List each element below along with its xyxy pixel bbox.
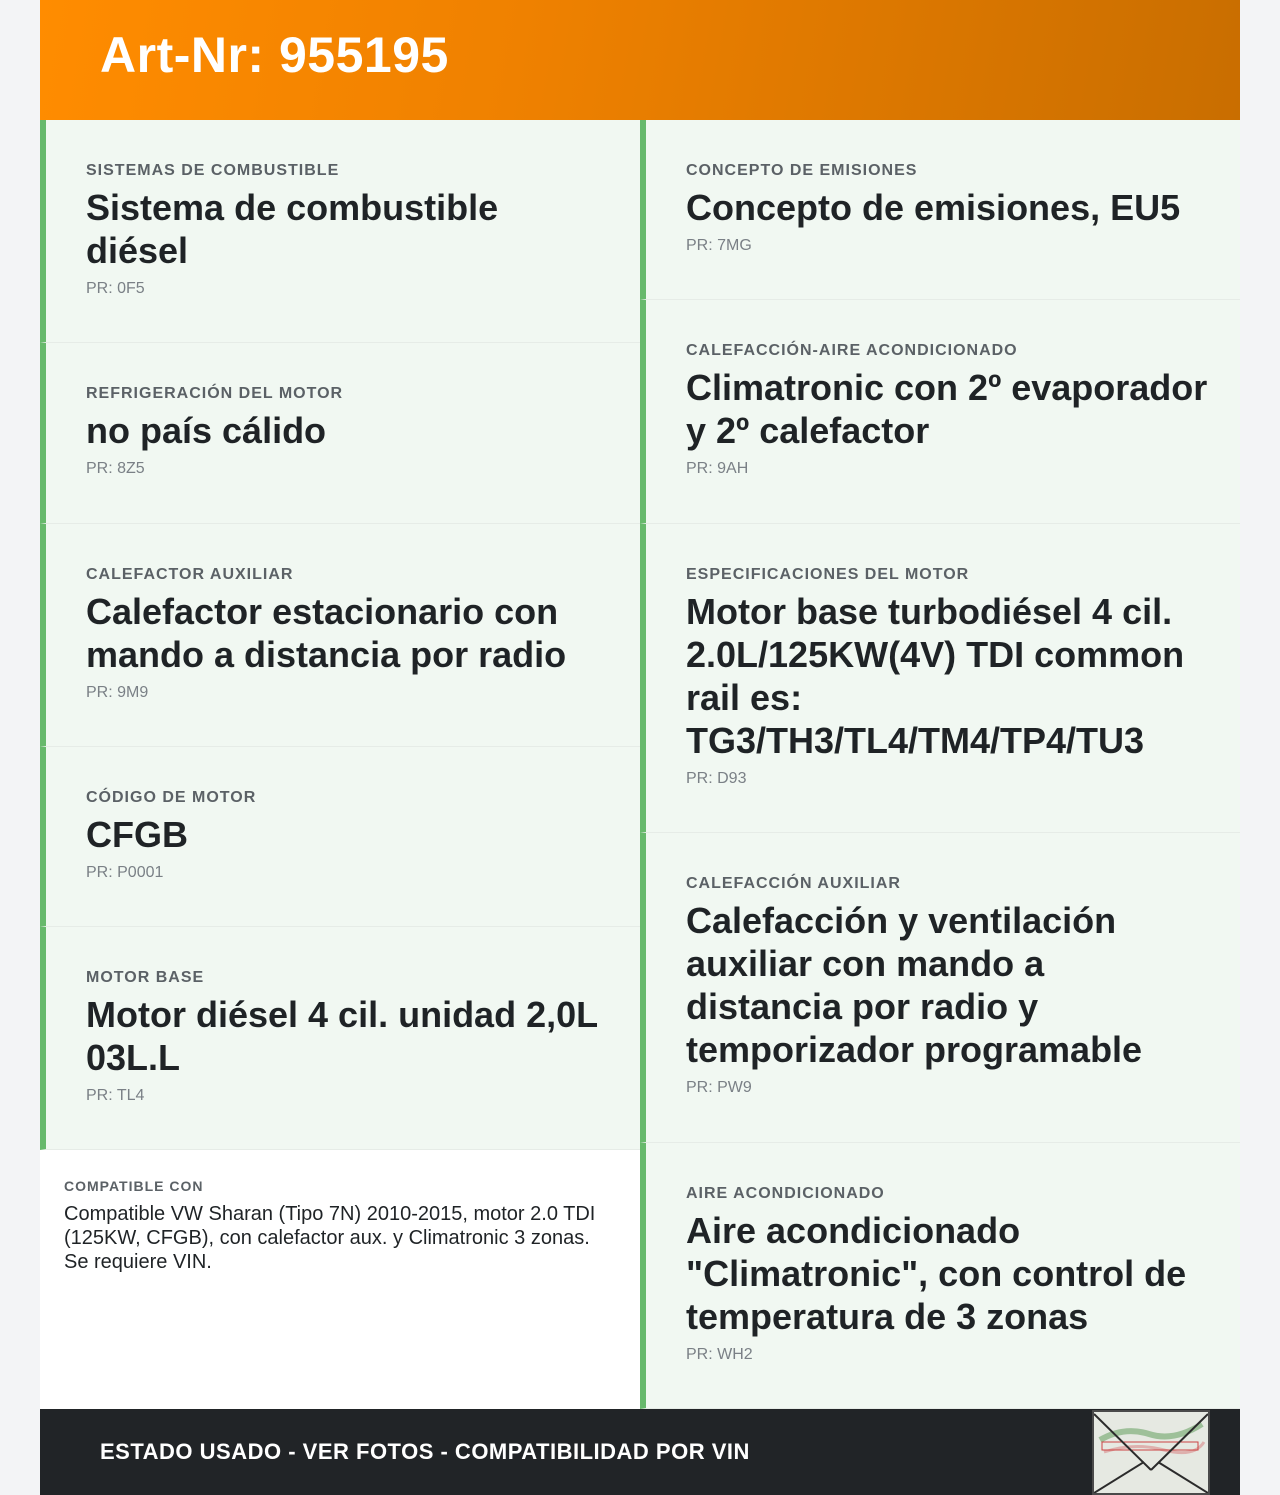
spec-cell xyxy=(40,747,640,927)
spec-label: CALEFACCIÓN-AIRE ACONDICIONADO xyxy=(686,342,1018,359)
spec-value: Motor diésel 4 cil. unidad 2,0L 03L.L xyxy=(86,994,598,1078)
spec-cell xyxy=(640,524,1240,833)
spec-value: Concepto de emisiones, EU5 xyxy=(686,187,1181,228)
spec-label: ESPECIFICACIONES DEL MOTOR xyxy=(686,566,970,583)
footer xyxy=(40,1409,1240,1495)
spec-value: Sistema de combustible diésel xyxy=(86,187,499,271)
spec-label: CONCEPTO DE EMISIONES xyxy=(686,162,918,179)
spec-value: Aire acondicionado "Climatronic", con control de temperatura de 3 zonas xyxy=(686,1210,1187,1337)
spec-label: AIRE ACONDICIONADO xyxy=(686,1185,885,1202)
spec-label: CALEFACTOR AUXILIAR xyxy=(86,566,294,583)
compatibility-text: Compatible VW Sharan (Tipo 7N) 2010-2015, motor 2.0 TDI (125KW, CFGB), con calefactor aux. y Climatronic 3 zonas. Se requiere VIN. xyxy=(64,1203,596,1273)
spec-value: no país cálido xyxy=(86,410,327,451)
spec-cell xyxy=(40,343,640,524)
spec-cell xyxy=(40,524,640,747)
spec-value: Calefactor estacionario con mando a distancia por radio xyxy=(86,591,567,675)
spec-pr-code: PR: 7MG xyxy=(686,237,752,254)
spec-pr-code: PR: WH2 xyxy=(686,1346,753,1363)
spec-cell xyxy=(640,120,1240,300)
compatibility-label: COMPATIBLE CON xyxy=(64,1178,204,1194)
spec-cell xyxy=(40,120,640,343)
spec-pr-code: PR: TL4 xyxy=(86,1087,145,1104)
spec-pr-code: PR: P0001 xyxy=(86,864,164,881)
spec-value: Motor base turbodiésel 4 cil. 2.0L/125KW(4V) TDI common rail es: TG3/TH3/TL4/TM4/TP4/TU3 xyxy=(686,591,1185,761)
spec-value: Climatronic con 2º evaporador y 2º calefactor xyxy=(686,367,1208,451)
compatibility-box xyxy=(40,1150,640,1409)
envelope-icon xyxy=(1094,1412,1208,1493)
spec-label: MOTOR BASE xyxy=(86,969,205,986)
spec-cell xyxy=(40,927,640,1150)
spec-label: SISTEMAS DE COMBUSTIBLE xyxy=(86,162,340,179)
spec-pr-code: PR: 8Z5 xyxy=(86,460,145,477)
envelope-stamp-image xyxy=(1092,1410,1210,1495)
spec-pr-code: PR: 9AH xyxy=(686,460,749,477)
spec-value: Calefacción y ventilación auxiliar con mando a distancia por radio y temporizador programable xyxy=(686,900,1143,1070)
spec-pr-code: PR: 0F5 xyxy=(86,280,145,297)
spec-label: CALEFACCIÓN AUXILIAR xyxy=(686,875,901,892)
header xyxy=(40,0,1240,120)
spec-label: REFRIGERACIÓN DEL MOTOR xyxy=(86,385,344,402)
part-card xyxy=(40,0,1240,1495)
spec-cell xyxy=(640,1143,1240,1409)
footer-text: ESTADO USADO - VER FOTOS - COMPATIBILIDAD POR VIN xyxy=(100,1439,750,1464)
spec-pr-code: PR: 9M9 xyxy=(86,684,149,701)
spec-pr-code: PR: PW9 xyxy=(686,1079,752,1096)
page-title: Art-Nr: 955195 xyxy=(100,27,449,83)
spec-value: CFGB xyxy=(86,814,188,855)
spec-pr-code: PR: D93 xyxy=(686,770,747,787)
spec-cell xyxy=(640,300,1240,524)
spec-label: CÓDIGO DE MOTOR xyxy=(86,789,257,806)
spec-cell xyxy=(640,833,1240,1143)
